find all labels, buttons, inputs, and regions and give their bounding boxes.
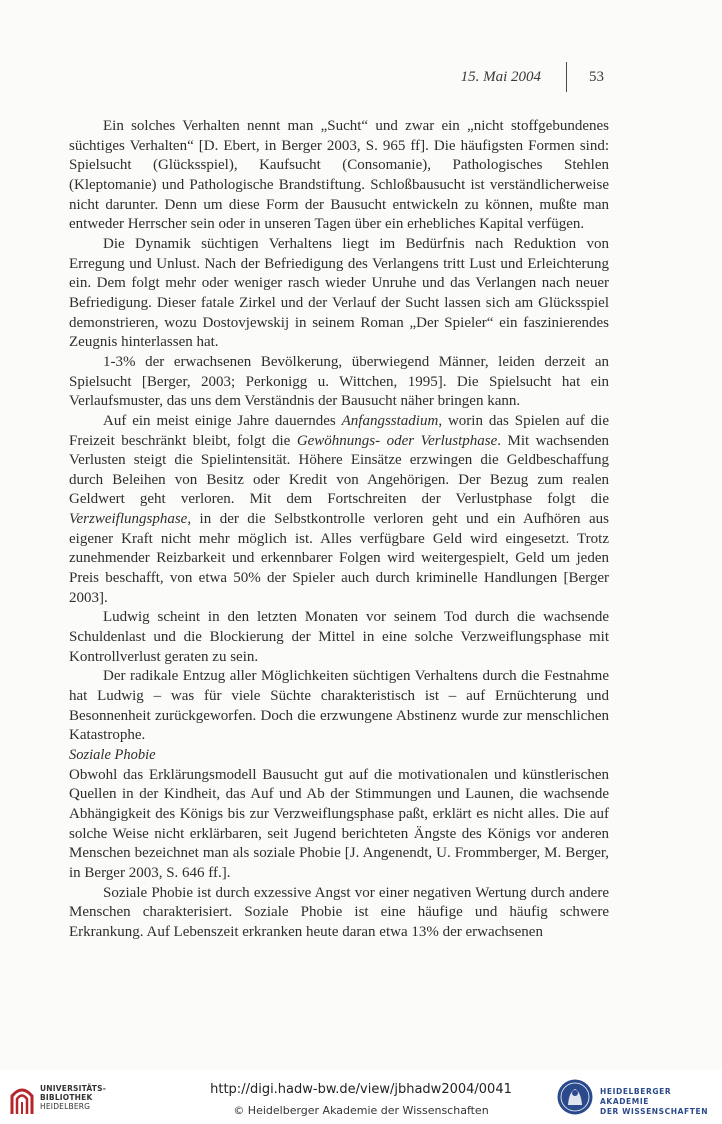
term-verzweiflungsphase: Verzweiflungsphase [69, 511, 188, 528]
text-run: , worin das Spielen auf die Freizeit beschränkt bleibt, folgt die [69, 412, 609, 449]
academy-name [600, 1087, 722, 1117]
running-header [0, 66, 722, 96]
ub-line: BIBLIOTHEK [40, 1093, 93, 1102]
paragraph: 1-3% der erwachsenen Bevölkerung, überwiegend Männer, leiden derzeit an Spielsucht [Berger, 2003; Perkonigg u. Wittchen, 1995]. Die Spielsucht hat ein Verlaufsmuster, das uns dem Verständnis der Bausucht näher bringen kann. [69, 353, 609, 410]
academy-line: DER WISSENSCHAFTEN [600, 1107, 709, 1116]
paragraph-stages [69, 412, 609, 609]
paragraph: Die Dynamik süchtigen Verhaltens liegt im Bedürfnis nach Reduktion von Erregung und Unlust. Nach der Befriedigung des Verlangens tritt Lust und Erleichterung ein. Dem folgt mehr oder weniger rasch wieder Unruhe und das Verlangen nach neuer Befriedigung. Dieser fatale Zirkel und der Verlauf der Sucht lassen sich am Glücksspiel demonstrieren, wozu Dostovjewskij in seinem Roman „Der Spieler“ ein faszinierendes Zeugnis hinterlassen hat. [69, 235, 609, 351]
text-run: , in der die Selbstkontrolle verloren geht und ein Aufhören aus eigener Kraft nicht mehr möglich ist. Alles verfügbare Geld wird eingesetzt. Trotz zunehmender Reizbarkeit und erkennbarer Folgen wird weitergespielt, Geld um jeden Preis beschafft, von etwa 50% der Spieler auch durch kriminelle Handlungen [Berger 2003]. [69, 511, 609, 606]
paragraph: Obwohl das Erklärungsmodell Bausucht gut auf die motivationalen und künstlerischen Quellen in der Kindheit, das Auf und Ab der Stimmungen und Launen, die wachsende Abhängigkeit des Königs bis zur Verzweiflungsphase paßt, erklärt es nicht alles. Die auf solche Weise nicht erklärbaren, seit Jugend berichteten Ängste des Königs vor anderen Menschen bezeichnet man als soziale Phobie [J. Angenendt, U. Frommberger, M. Berger, in Berger 2003, S. 646 ff.]. [69, 766, 609, 881]
copyright-notice: © Heidelberger Akademie der Wissenschaften [233, 1104, 489, 1117]
body-text [69, 117, 609, 943]
ub-line: HEIDELBERG [40, 1102, 91, 1111]
page-number: 53 [589, 69, 604, 85]
text-run: . Mit wachsenden Verlusten steigt die Spielintensität. Höhere Einsätze erzwingen die Geldbeschaffung durch Beleihen von Besitz oder Kredit von Angehörigen. Der Bezug zum realen Geldwert geht verloren. Mit dem Fortschreiten der Verlustphase folgt die [69, 432, 609, 508]
header-date: 15. Mai 2004 [460, 69, 541, 85]
paragraph: Der radikale Entzug aller Möglichkeiten süchtigen Verhaltens durch die Festnahme hat Ludwig – was für viele Süchte charakteristisch ist – auf Ernüchterung und Besonnenheit zurückgeworfen. Doch die erzwungene Abstinenz wurde zur menschlichen Katastrophe. [69, 668, 609, 744]
permalink[interactable]: http://digi.hadw-bw.de/view/jbhadw2004/0041 [210, 1082, 512, 1097]
term-verlustphase: Gewöhnungs- oder Verlustphase [296, 432, 498, 449]
term-anfangsstadium: Anfangsstadium [341, 412, 439, 429]
digitization-footer [0, 1070, 722, 1124]
paragraph: Soziale Phobie ist durch exzessive Angst vor einer negativen Wertung durch andere Menschen charakterisiert. Soziale Phobie ist eine häufige und häufig schwere Erkrankung. Auf Lebenszeit erkranken heute daran etwa 13% der erwachsenen [69, 884, 609, 940]
section-heading: Soziale Phobie [69, 747, 156, 763]
header-divider [566, 62, 567, 92]
paragraph: Ein solches Verhalten nennt man „Sucht“ und zwar ein „nicht stoffgebundenes süchtiges Verhalten“ [D. Ebert, in Berger 2003, S. 965 ff]. Die häufigsten Formen sind: Spielsucht (Glücksspiel), Kaufsucht (Consomanie), Pathologisches Stehlen (Kleptomanie) und Pathologische Brandstiftung. Schloßbausucht ist verständlicherweise nicht darunter. Denn um diese Form der Bausucht entwickeln zu können, mußte man entweder Herrscher sein oder in unseren Tagen über ein erhebliches Kapital verfügen. [69, 118, 609, 233]
academy-line: HEIDELBERGER AKADEMIE [600, 1087, 672, 1106]
paragraph: Ludwig scheint in den letzten Monaten vor seinem Tod durch die wachsende Schuldenlast und die Blockierung der Mittel in eine solche Verzweiflungsphase mit Kontrollverlust geraten zu sein. [69, 609, 609, 665]
text-run: Auf ein meist einige Jahre dauerndes [103, 412, 342, 429]
academy-seal-icon [556, 1078, 594, 1116]
ub-line: UNIVERSITÄTS- [40, 1084, 107, 1093]
